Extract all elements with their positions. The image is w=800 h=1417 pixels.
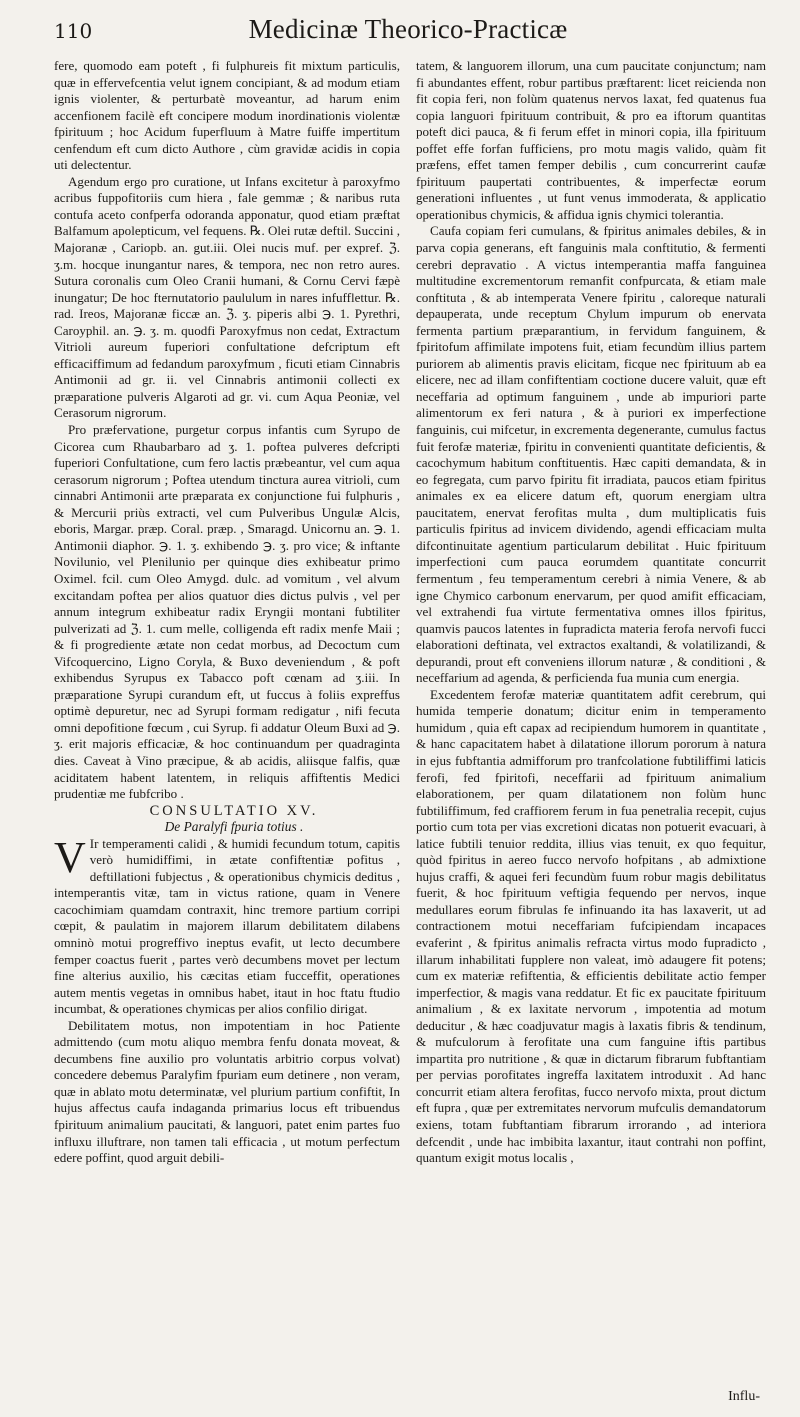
running-head: Medicinæ Theorico-Practicæ: [248, 14, 568, 44]
section-subtitle: De Paralyfi fpuria totius .: [164, 819, 304, 835]
page-header: [54, 14, 762, 50]
right-column: [416, 58, 766, 1409]
paragraph: fere, quomodo eam poteft , fi fulphureis fit mixtum particulis, quæ in effervefcentia velut ignem concipiant, & ad modum etiam ignis violenter, & perturbatè moveantur, ad harum enim accenfionem facilè eft concipere modum inordinationis violentæ fpirituum ; hoc Acidum fuperfluum à Matre fuiffe impertitum cenfendum eft cum dicto Authore , cùm gravidæ acidis in copia uti delectentur.: [54, 58, 400, 173]
paragraph-text: Ir temperamenti calidi , & humidi fecundum totum, capitis verò humidiffimi, in ætate confiftentiæ pofitus , deftillationi fubjectus , & operationibus chymicis deditus , intemperantis vitæ, tam in victus ratione, quam in Venere cacochimiam quamdam contraxit, hinc tremore partium corripi cœpit, & paulatim in majorem illarum debilitatem dilabens omninò motui progreffivo ineptus evafit, ut lecto decumbere femper coactus fuerit , partes verò decumbens movet per lectum fine alterius auxilio, his cæcitas etiam fucceffit, operationes autem mentis vegetas in omnibus habet, itaut in hoc ftatu ftudio incumbat, & operationes chymicas per alios confilio dirigat.: [54, 835, 400, 1017]
paragraph: Agendum ergo pro curatione, ut Infans excitetur à paroxyfmo acribus fuppofitoriis cum hiera , fale gemmæ ; & naribus ruta contufa aceto confperfa odoranda apponatur, quod etiam præftat Balfamum apolepticum, vel fequens. ℞. Olei rutæ deftil. Succini , Majoranæ , Cariopb. an. gut.iii. Olei nucis muf. per expref. ℨ. ʒ.m. hocque inungantur nares, & tempora, nec non retro aures. Sutura coronalis cum Oleo Cranii humani, & Cornu Cervi fæpè inungatur; De hoc fternutatorio paululum in nares infufflettur. ℞. rad. Ireos, Majoranæ ficcæ an. ℨ. ʒ. piperis albi ℈. 1. Pyrethri, Caroyphil. an. ℈. ʒ. m. quodfi Paroxyfmus non cedat, Extractum Vitrioli aureum fuperiori confultatione defcriptum eft efficaciffimum ad fedandum paroxyfmum , ficuti etiam Cinnabris Antimonii ad gr. ii. vel Cinnabris antimonii collecti ex præparatione pulveris Algaroti ad gr. vi. cum Aqua Peoniæ, vel Cerasorum nigrorum.: [54, 173, 400, 421]
drop-cap: V: [54, 832, 86, 882]
paragraph: Debilitatem motus, non impotentiam in hoc Patiente admittendo (cum motu aliquo membra fenfu donata moveat, & decumbens fine auxilio pro voluntatis arbitrio corpus volvat) concedere debemus Paralyfim fpuriam eum detinere , non veram, quæ in ablato motu determinatæ, vel plurium partium confiftit, In hujus affectus caufa indaganda primarius locus eft tribuendus fpirituum animalium paucitati, & languori, patet enim partes fuo influxu illuftrare, non tamen tali efficacia , ut motum perfectum edere poffint, quod arguit debili-: [54, 1017, 400, 1166]
section-heading: CONSULTATIO XV.: [149, 802, 319, 819]
section-first-paragraph: [54, 832, 400, 1018]
paragraph: Excedentem ferofæ materiæ quantitatem adfit cerebrum, qui humida temperie donatum; dicitur enim in temperamento humidum , quia eft capax ad recipiendum humorem in quantitate , & hanc capacitatem habet à dilatatione illorum pororum à natura in ejus fubftantia admifforum pro tranfcolatione fubtiliffimi laticis ferofi, fed fpiritofi, neceffarii ad fpirituum animalium elaborationem, per quam dilatationem non folùm hunc fubtiliffimum, fed craffiorem ferum in fua penetralia recepit, cujus portio cum tota per vias excretioni dicatas non potuerit evacuari, à latice fubtili tenuior reddita, illius vias tenuit, ex quo fequitur, quòd fpiritus in aereo fucco nervofo hofpitans , ab admixtione hujus craffi, & aquei feri fecundùm fuum robur magis debilitatus fuerit, & hoc fpirituum veftigia fequendo per nervos, inque medullares eorum fibrulas fe infinuando ita has laxaverit, ut ad contractionem motui neceffariam fufcipiendam incapaces evaferint , & fpiritus animalis refracta virtus modo fupradicto , illarum inhabilitati fupplere non valeat, imò adaugere fit potens; cum ex materiæ refiftentia, & efficientis debilitate actio femper imperfectior, & magis vana reddatur. Et fic ex paucitate fpirituum animalium , & ex laxitate nervorum , impotentia ad motum deducitur , & hæc coadjuvatur magis à laxatis fibris & tendinum, & mufculorum à ferofitate una cum fanguine iftis partibus impartita pro nutritione , & quæ in dictarum fibrarum fubftantiam per pervias porofitates ingreffa laxitatem introduxit . Ad hanc concurrit etiam altera ferofitas, fucco nervofo mixta, prout dictum eft fupra , quæ per extremitates nervorum mufculis demandatorum exiens, totam fubftantiam fibrarum irrorando , ad interiora defcendit , unde hac imbibita laxantur, itaut contrahi non poffint, quantum exigit motus localis ,: [416, 686, 766, 1166]
catchword: Influ-: [728, 1389, 760, 1404]
left-column: [54, 58, 400, 1409]
paragraph: Pro præfervatione, purgetur corpus infantis cum Syrupo de Cicorea cum Rhaubarbaro ad ʒ. 1. poftea pulveres defcripti fuperiori Confultatione, cum fero lactis præbeantur, vel cum aqua cerasorum nigrorum ; Poftea utendum tinctura aurea vitrioli, cum cinnabri Antimonii arte præparata ex conjunctione fui fulphuris , & Mercurii priùs extracti, vel cum Pulveribus Ungulæ Alcis, eboris, Margar. præp. Coral. præp. , Smaragd. Unicornu an. ℈. 1. Antimonii diaphor. ℈. 1. ʒ. exhibendo ℈. ʒ. pro vice; & inftante Novilunio, vel Plenilunio per quinque dies exhibeatur primo Oximel. fcil. cum Oleo Amygd. dulc. ad vomitum , vel alvum excitandam poftea per alios quatuor dies dictus pulvis , vel per annum integrum exhibeatur radix Eryngii montani fubtiliter pulverizati ad ℨ. 1. cum melle, colligenda eft radix menfe Maii ; & fi progrediente ætate non cedat morbus, ad Decoctum cum Vifcoquercino, Ligno Coryla, & Buxo deveniendum , & poft exhibendus Syrupus ex Tabacco poft cœnam ad ʒ.iii. In præparatione Syrupi curandum eft, ut fuccus à foliis expreffus optimè depuretur, nec ad Syrupi formam redigatur , nifi fecuta omni depofitione fœcum , cui Syrup. fi addatur Oleum Buxi ad ℈. ʒ. erit majoris efficaciæ, & hoc continuandum per quadraginta dies. Caveat à Vino præcipue, & ab acidis, aliisque falfis, quæ aciditatem habent latentem, in reliquis affiftentis Medici prudentiæ me fubfcribo .: [54, 422, 400, 802]
paragraph: Caufa copiam feri cumulans, & fpiritus animales debiles, & in parva copia generans, eft fanguinis mala conftitutio, & fermenti cerebri depravatio . A victus intemperantia maffa fanguinea multitudine excrementorum remanfit confpurcata, & etiam male conftituta , & ab intemperata Venere fpiritu , caloreque naturali depauperata, unde receptum Chylum impurum ob enervata fermenta partium præparantium, in fervidum fanguinem, & fpiritofum affimilate impotens fuit, etiam fecundùm illius partem puriorem ab alimentis pravis elicitam, ficque nec fpirituum ab ea elicere, nec ad illam confiftentiam coctione ducere valuit, quæ eft neceffaria ad optimum fanguinem , unde ab impuriori parte alimentorum ex feri natura , & à puriori ex imperfectione fanguinis, cui mifcetur, in excrementa degenerante, cumulus factus fuit ferofæ materiæ, fpiritu in convenienti quantitate deficientis, & cacochymum habitum conftituentis. Hæc capiti demandata, & in eo fegregata, cum parvo fpiritu fit irradiata, paucos etiam fpiritus animales ex ea elicere datum eft, quorum energiam ultra paucitatem, enervat ferofitas multa , dum multiplicatis fuis particulis fpiritus ad invicem dividendo, agendi efficaciam multa difcontinuitate agentium particularum debilitat . Huic fpirituum imperfectioni cum pauca eorumdem quantitate concurrit fermentum , feu temperamentum cerebri à nimia Venere, & ab igne Chymico carbonum enervarum, per quod amifit efficaciam, vel extrahendi fua virtute fermentativa omnes illos fpiritus, quamvis paucos latentes in fupradicta materia ferofa nervofi fucci elaborationi deftinata, vel extractos exaltandi, & volatilizandi, & depurandi, prout eft conveniens illorum naturæ , & conditioni , & neceffarium ad agenda, & perficienda fua munia cum energia.: [416, 223, 766, 686]
paragraph: tatem, & languorem illorum, una cum paucitate conjunctum; nam fi abundantes effent, robur partibus præftarent: licet reicienda non fit copia feri, non folùm quatenus nervos laxat, fed quatenus fua copia languori fpirituum contribuit, & pro ea iftorum quantitas poteft dici pauca, & fi ferum effet in minori copia, illa fpirituum poffet effe forfan fufficiens, pro motu magis valido, quàm fit præfens, effet tamen femper debilis , cum concurrerint caufæ fpirituum paupertati contribuentes, & imperfectæ eorum generationi influentes , ut funt venus immoderata, & applicatio operationibus chymicis, & affidua ignis chymici tolerantia.: [416, 58, 766, 222]
page-number: 110: [54, 19, 93, 43]
